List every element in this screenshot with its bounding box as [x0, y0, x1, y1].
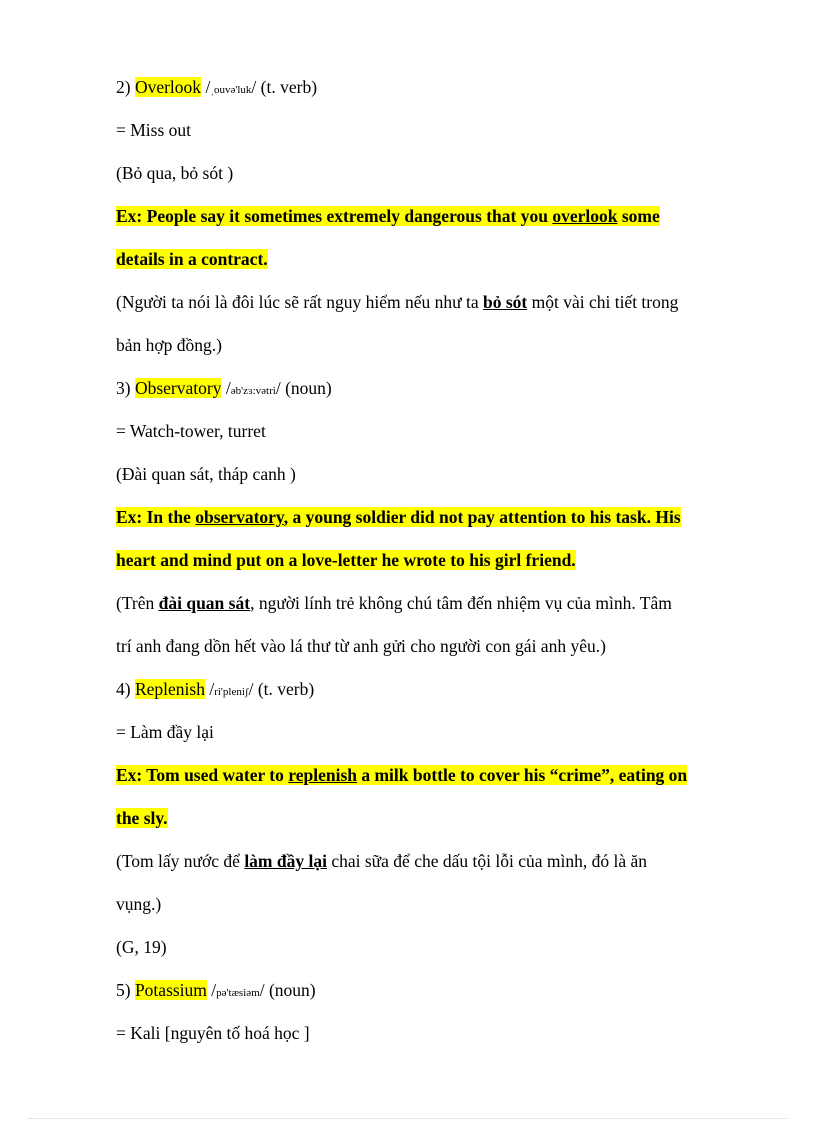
translation-text: (Người ta nói là đôi lúc sẽ rất nguy hiểm nếu như ta — [116, 292, 483, 312]
entry-4-example-line1 — [116, 764, 687, 786]
entry-3-example-line2 — [116, 549, 576, 571]
example-text: some — [617, 206, 660, 226]
example-text: heart and mind put on a love-letter he wrote to his girl friend. — [116, 550, 576, 570]
entry-ipa: əb'zɜ:vətri — [230, 385, 276, 397]
entry-4-synonym: = Làm đầy lại — [116, 722, 214, 742]
entry-2-meaning: (Bỏ qua, bỏ sót ) — [116, 163, 234, 183]
entry-3-translation-line1 — [116, 592, 672, 614]
translation-text: (Trên — [116, 593, 159, 613]
entry-word: Observatory — [134, 378, 222, 398]
example-text: , a young soldier did not pay attention to his task. His — [283, 507, 681, 527]
example-keyword: replenish — [288, 765, 357, 785]
entry-3-translation-line2: trí anh đang dồn hết vào lá thư từ anh gửi cho người con gái anh yêu.) — [116, 636, 606, 656]
entry-2-example-line1 — [116, 205, 660, 227]
example-keyword: observatory — [195, 507, 284, 527]
example-text: the sly. — [116, 808, 168, 828]
entry-pos: (noun) — [285, 378, 332, 398]
example-text: a milk bottle to cover his “crime”, eating on — [356, 765, 688, 785]
entry-4-source: (G, 19) — [116, 937, 167, 957]
entry-5-heading: 5) Potassium /pə'tæsiəm/ (noun) — [116, 980, 316, 1000]
translation-keyword: làm đầy lại — [244, 851, 327, 871]
translation-keyword: bỏ sót — [482, 292, 528, 312]
entry-3-synonym: = Watch-tower, turret — [116, 421, 266, 441]
translation-text: chai sữa để che dấu tội lỗi của mình, đó là ăn — [326, 851, 647, 871]
entry-word: Potassium — [134, 980, 207, 1000]
entry-2-heading: 2) Overlook /ˌouvə'luk/ (t. verb) — [116, 77, 318, 97]
entry-3-heading: 3) Observatory /əb'zɜ:vətri/ (noun) — [116, 378, 332, 398]
entry-pos: (noun) — [268, 980, 316, 1000]
entry-ipa: ri'pleniʃ — [214, 686, 249, 698]
page-bottom-divider — [28, 1118, 788, 1119]
entry-pos: (t. verb) — [260, 77, 318, 97]
entry-4-translation-line2: vụng.) — [116, 894, 162, 914]
translation-keyword: đài quan sát — [158, 593, 251, 613]
entry-pos: (t. verb) — [257, 679, 315, 699]
entry-2-translation-line1 — [116, 291, 678, 313]
entry-3-meaning: (Đài quan sát, tháp canh ) — [116, 464, 296, 484]
entry-4-translation-line1 — [116, 850, 647, 872]
entry-word: Replenish — [134, 679, 205, 699]
entry-word: Overlook — [134, 77, 202, 97]
entry-3-example-line1 — [116, 506, 681, 528]
entry-number: 2) — [116, 77, 131, 97]
entry-number: 4) — [116, 679, 131, 699]
entry-2-example-line2 — [116, 248, 268, 270]
example-text: Ex: People say it sometimes extremely dangerous that you — [116, 206, 553, 226]
example-keyword: overlook — [552, 206, 618, 226]
entry-2-synonym: = Miss out — [116, 120, 192, 140]
entry-number: 5) — [116, 980, 131, 1000]
entry-4-example-line2 — [116, 807, 168, 829]
example-text: Ex: Tom used water to — [116, 765, 289, 785]
translation-text: (Tom lấy nước để — [116, 851, 245, 871]
entry-ipa: pə'tæsiəm — [216, 987, 260, 999]
example-text: details in a contract. — [116, 249, 268, 269]
translation-text: , người lính trẻ không chú tâm đến nhiệm vụ của mình. Tâm — [250, 593, 672, 613]
translation-text: một vài chi tiết trong — [527, 292, 679, 312]
example-text: Ex: In the — [116, 507, 196, 527]
entry-4-heading: 4) Replenish /ri'pleniʃ/ (t. verb) — [116, 679, 315, 699]
entry-number: 3) — [116, 378, 131, 398]
entry-ipa: ˌouvə'luk — [210, 84, 252, 96]
entry-2-translation-line2: bản hợp đồng.) — [116, 335, 222, 355]
entry-5-synonym: = Kali [nguyên tố hoá học ] — [116, 1023, 310, 1043]
